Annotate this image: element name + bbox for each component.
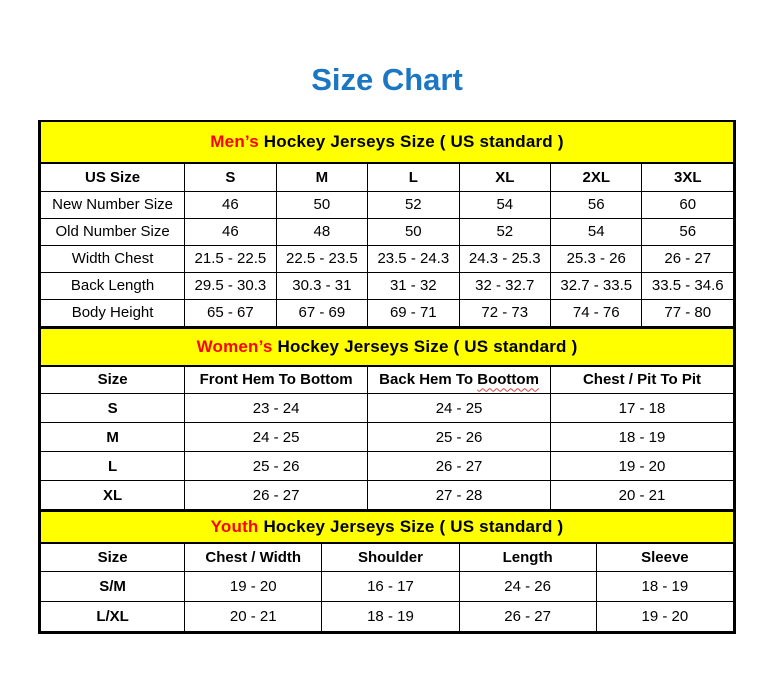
- table-row: [41, 571, 734, 601]
- table-cell: 67 - 69: [276, 299, 367, 326]
- table-row: [41, 601, 734, 631]
- womens-size-table: [40, 327, 734, 511]
- mens-table-head: [41, 122, 734, 191]
- column-header: M: [276, 163, 367, 191]
- row-label: S: [41, 394, 185, 423]
- table-cell: 19 - 20: [596, 601, 733, 631]
- table-row: [41, 394, 734, 423]
- youth-size-table: [40, 510, 734, 632]
- section-title-accent: Women’s: [196, 336, 273, 356]
- table-cell: 48: [276, 218, 367, 245]
- table-cell: 31 - 32: [368, 272, 459, 299]
- column-header: Size: [41, 366, 185, 394]
- table-cell: 24 - 26: [459, 571, 596, 601]
- table-cell: 23 - 24: [185, 394, 368, 423]
- table-cell: 60: [642, 191, 734, 218]
- table-cell: 24 - 25: [185, 423, 368, 452]
- size-chart-tables: [38, 120, 736, 634]
- table-cell: 16 - 17: [322, 571, 459, 601]
- table-cell: 25 - 26: [185, 452, 368, 481]
- table-cell: 65 - 67: [185, 299, 276, 326]
- table-cell: 56: [642, 218, 734, 245]
- page-title: Size Chart: [311, 62, 463, 97]
- table-cell: 22.5 - 23.5: [276, 245, 367, 272]
- mens-size-table: [40, 122, 734, 327]
- column-header: US Size: [41, 163, 185, 191]
- table-cell: 77 - 80: [642, 299, 734, 326]
- section-title-accent: Youth: [210, 517, 259, 536]
- table-cell: 54: [551, 218, 642, 245]
- table-cell: 56: [551, 191, 642, 218]
- section-title-men: [41, 122, 734, 163]
- womens-table-head: [41, 328, 734, 394]
- table-cell: 25 - 26: [368, 423, 551, 452]
- section-title-accent: Men’s: [210, 132, 259, 151]
- section-header-row-youth: [41, 511, 734, 543]
- table-cell: 32 - 32.7: [459, 272, 550, 299]
- table-cell: 26 - 27: [185, 481, 368, 510]
- column-header: Chest / Width: [185, 543, 322, 571]
- column-header: Front Hem To Bottom: [185, 366, 368, 394]
- table-row: [41, 423, 734, 452]
- youth-table-head: [41, 511, 734, 571]
- table-cell: 46: [185, 218, 276, 245]
- row-label: L: [41, 452, 185, 481]
- column-header-row-men: [41, 163, 734, 191]
- section-title-text: Hockey Jerseys Size ( US standard ): [258, 132, 564, 151]
- section-header-row-men: [41, 122, 734, 163]
- table-cell: 52: [459, 218, 550, 245]
- table-cell: 26 - 27: [368, 452, 551, 481]
- column-header: Back Hem To Boottom: [368, 366, 551, 394]
- column-header: Size: [41, 543, 185, 571]
- youth-table-body: [41, 571, 734, 631]
- table-cell: 25.3 - 26: [551, 245, 642, 272]
- table-cell: 72 - 73: [459, 299, 550, 326]
- table-row: [41, 218, 734, 245]
- column-header: Sleeve: [596, 543, 733, 571]
- table-cell: 74 - 76: [551, 299, 642, 326]
- table-cell: 46: [185, 191, 276, 218]
- table-row: [41, 299, 734, 326]
- section-title-text: Hockey Jerseys Size ( US standard ): [272, 336, 578, 356]
- table-cell: 69 - 71: [368, 299, 459, 326]
- section-title-women: [41, 328, 734, 366]
- column-header: XL: [459, 163, 550, 191]
- column-header-row-youth: [41, 543, 734, 571]
- column-header: L: [368, 163, 459, 191]
- table-cell: 20 - 21: [185, 601, 322, 631]
- column-header: Length: [459, 543, 596, 571]
- table-row: [41, 452, 734, 481]
- row-label: New Number Size: [41, 191, 185, 218]
- table-cell: 17 - 18: [551, 394, 734, 423]
- row-label: M: [41, 423, 185, 452]
- table-cell: 50: [368, 218, 459, 245]
- section-title-youth: [41, 511, 734, 543]
- table-cell: 33.5 - 34.6: [642, 272, 734, 299]
- mens-table-body: [41, 191, 734, 326]
- table-cell: 26 - 27: [459, 601, 596, 631]
- row-label: XL: [41, 481, 185, 510]
- misspelled-word: Boottom: [477, 371, 539, 389]
- row-label: Width Chest: [41, 245, 185, 272]
- table-cell: 26 - 27: [642, 245, 734, 272]
- table-cell: 32.7 - 33.5: [551, 272, 642, 299]
- table-cell: 18 - 19: [551, 423, 734, 452]
- column-header: Chest / Pit To Pit: [551, 366, 734, 394]
- row-label: L/XL: [41, 601, 185, 631]
- table-cell: 27 - 28: [368, 481, 551, 510]
- row-label: Body Height: [41, 299, 185, 326]
- table-row: [41, 245, 734, 272]
- table-cell: 21.5 - 22.5: [185, 245, 276, 272]
- table-cell: 23.5 - 24.3: [368, 245, 459, 272]
- column-header: Shoulder: [322, 543, 459, 571]
- table-cell: 18 - 19: [596, 571, 733, 601]
- row-label: S/M: [41, 571, 185, 601]
- table-cell: 24.3 - 25.3: [459, 245, 550, 272]
- column-header: 2XL: [551, 163, 642, 191]
- table-cell: 54: [459, 191, 550, 218]
- row-label: Old Number Size: [41, 218, 185, 245]
- table-cell: 29.5 - 30.3: [185, 272, 276, 299]
- row-label: Back Length: [41, 272, 185, 299]
- column-header: 3XL: [642, 163, 734, 191]
- section-header-row-women: [41, 328, 734, 366]
- table-row: [41, 272, 734, 299]
- table-cell: 19 - 20: [551, 452, 734, 481]
- table-cell: 30.3 - 31: [276, 272, 367, 299]
- column-header-row-women: [41, 366, 734, 394]
- womens-table-body: [41, 394, 734, 510]
- table-cell: 24 - 25: [368, 394, 551, 423]
- table-cell: 19 - 20: [185, 571, 322, 601]
- table-cell: 50: [276, 191, 367, 218]
- section-title-text: Hockey Jerseys Size ( US standard ): [258, 517, 564, 536]
- table-row: [41, 481, 734, 510]
- table-row: [41, 191, 734, 218]
- table-cell: 52: [368, 191, 459, 218]
- column-header: S: [185, 163, 276, 191]
- table-cell: 20 - 21: [551, 481, 734, 510]
- table-cell: 18 - 19: [322, 601, 459, 631]
